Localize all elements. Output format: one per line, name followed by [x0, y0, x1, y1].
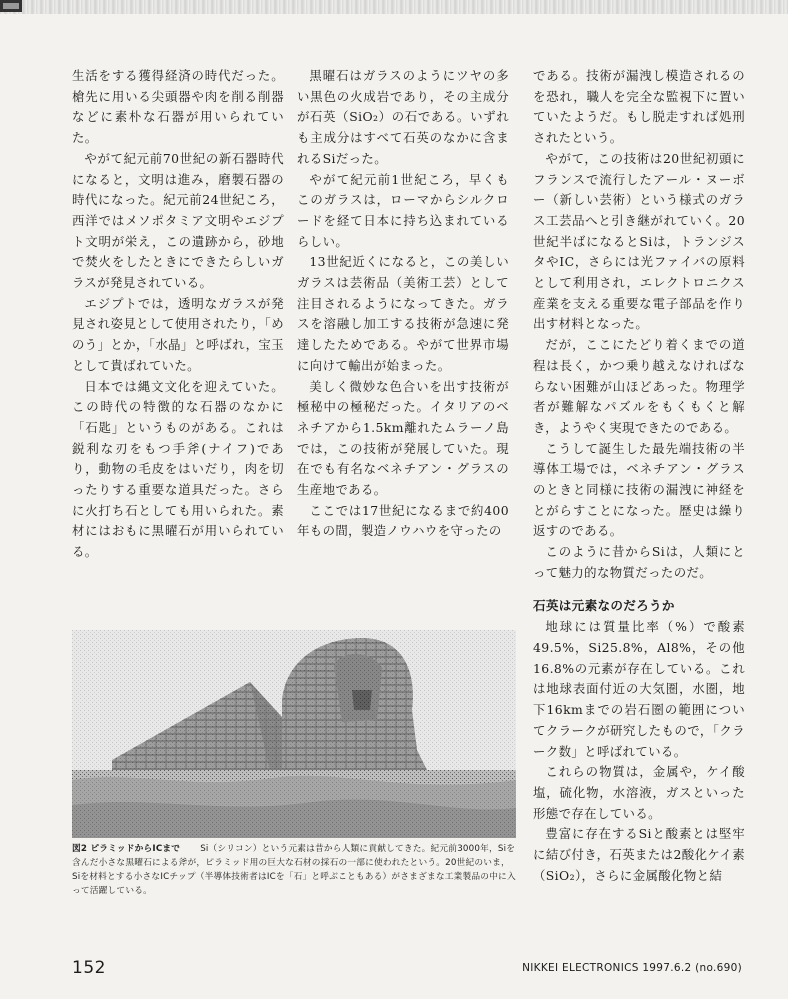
- paragraph: ここでは17世紀になるまで約400年もの間，製造ノウハウを守ったの: [297, 502, 509, 539]
- page-number: 152: [72, 958, 106, 978]
- figure-title: 図2 ピラミッドからICまで: [72, 844, 181, 854]
- publication-footer: NIKKEI ELECTRONICS 1997.6.2 (no.690): [522, 962, 742, 974]
- paragraph: やがて紀元前1世紀ころ，早くもこのガラスは，ローマからシルクロードを経て日本に持ち込まれているらしい。: [297, 171, 509, 249]
- paragraph: 豊富に存在するSiと酸素とは堅牢に結び付き，石英または2酸化ケイ素（SiO₂），さらに金属酸化物と結: [533, 826, 745, 883]
- paragraph: 生活をする獲得経済の時代だった。槍先に用いる尖頭器や肉を削る削器などに素朴な石器が用いられていた。: [72, 68, 284, 146]
- paragraph: このように昔からSiは，人類にとって魅力的な物質だったのだ。: [533, 544, 745, 580]
- figure-text: Si（シリコン）という元素は昔から人類に貢献してきた。紀元前3000年，Siを含んだ小さな黒曜石による斧が，ピラミッド用の巨大な石材の採石の一部に使われたという。20世紀のいま，Siを材料とする小さなICチップ（半導体技術者はICを「石」と呼ぶこともある）がさまざまな工業製品の中に入って活躍している。: [72, 844, 516, 896]
- scan-noise-strip: [0, 0, 788, 14]
- paragraph: である。技術が漏洩し模造されるのを恐れ，職人を完全な監視下に置いていたようだ。もし脱走すれば処刑されたという。: [533, 68, 745, 146]
- text-column-1: [72, 66, 284, 563]
- section-heading: 石英は元素なのだろうか: [533, 597, 675, 613]
- paragraph: 黒曜石はガラスのようにツヤの多い黒色の火成岩であり，その主成分が石英（SiO₂）の石である。いずれも主成分はすべて石英のなかに含まれるSiだった。: [297, 68, 509, 166]
- paragraph: やがて紀元前70世紀の新石器時代になると，文明は進み，磨製石器の時代になった。紀元前24世紀ころ，西洋ではメソポタミア文明やエジプト文明が栄え，この遺跡から，砂地で焚火をしたときにできたらしいガラスが発見されている。: [72, 150, 284, 291]
- figure-caption: [72, 842, 518, 898]
- paragraph: 13世紀近くになると，この美しいガラスは芸術品（美術工芸）として注目されるようになってきた。ガラスを溶融し加工する技術が急速に発達したためである。やがて世界市場に向けて輸出が始まった。: [297, 254, 509, 373]
- paragraph: これらの物質は，金属や，ケイ酸塩，硫化物，水溶液，ガスといった形態で存在している。: [533, 764, 745, 821]
- paragraph: 美しく微妙な色合いを出す技術が極秘中の極秘だった。イタリアのベネチアから1.5km離れたムラーノ島では，この技術が発展していた。現在でも有名なベネチアン・グラスの生産地である。: [297, 378, 509, 498]
- text-column-2: [297, 66, 509, 542]
- paragraph: やがて，この技術は20世紀初頭にフランスで流行したアール・ヌーボー（新しい芸術）という様式のガラス工芸品へと引き継がれていく。20世紀半ばになるとSiは，トランジスタやIC，さらには光ファイバの原料として利用され，エレクトロニクス産業を支える重要な電子部品を作り出す材料となった。: [533, 150, 745, 332]
- paragraph: エジプトでは，透明なガラスが発見され姿見として使用されたり，「めのう」とか，「水晶」と呼ばれ，宝玉として貴ばれていた。: [72, 295, 284, 373]
- corner-mark-icon: [0, 0, 22, 12]
- text-column-3: [533, 66, 745, 886]
- paragraph: こうして誕生した最先端技術の半導体工場では，ベネチアン・グラスのときと同様に技術の漏洩に神経をとがらすことになった。歴史は繰り返すのである。: [533, 440, 745, 539]
- paragraph: 地球には質量比率（%）で酸素49.5%，Si25.8%，Al8%，その他16.8%の元素が存在している。これは地球表面付近の大気圏，水圏，地下16kmまでの岩石圏の範囲についてクラークが研究したもので，「クラーク数」と呼ばれている。: [533, 619, 745, 759]
- paragraph: 日本では縄文文化を迎えていた。この時代の特徴的な石器のなかに「石匙」というものがある。これは鋭利な刃をもつ手斧(ナイフ)であり，動物の毛皮をはいだり，肉を切ったりする重要な道具だった。さらに火打ち石としても用いられた。素材にはおもに黒曜石が用いられている。: [72, 378, 284, 560]
- paragraph: だが，ここにたどり着くまでの道程は長く，かつ乗り越えなければならない困難が山ほどあった。物理学者が難解なパズルをもくもくと解き，ようやく実現できたのである。: [533, 337, 745, 435]
- pyramid-sphinx-photo: [72, 630, 516, 838]
